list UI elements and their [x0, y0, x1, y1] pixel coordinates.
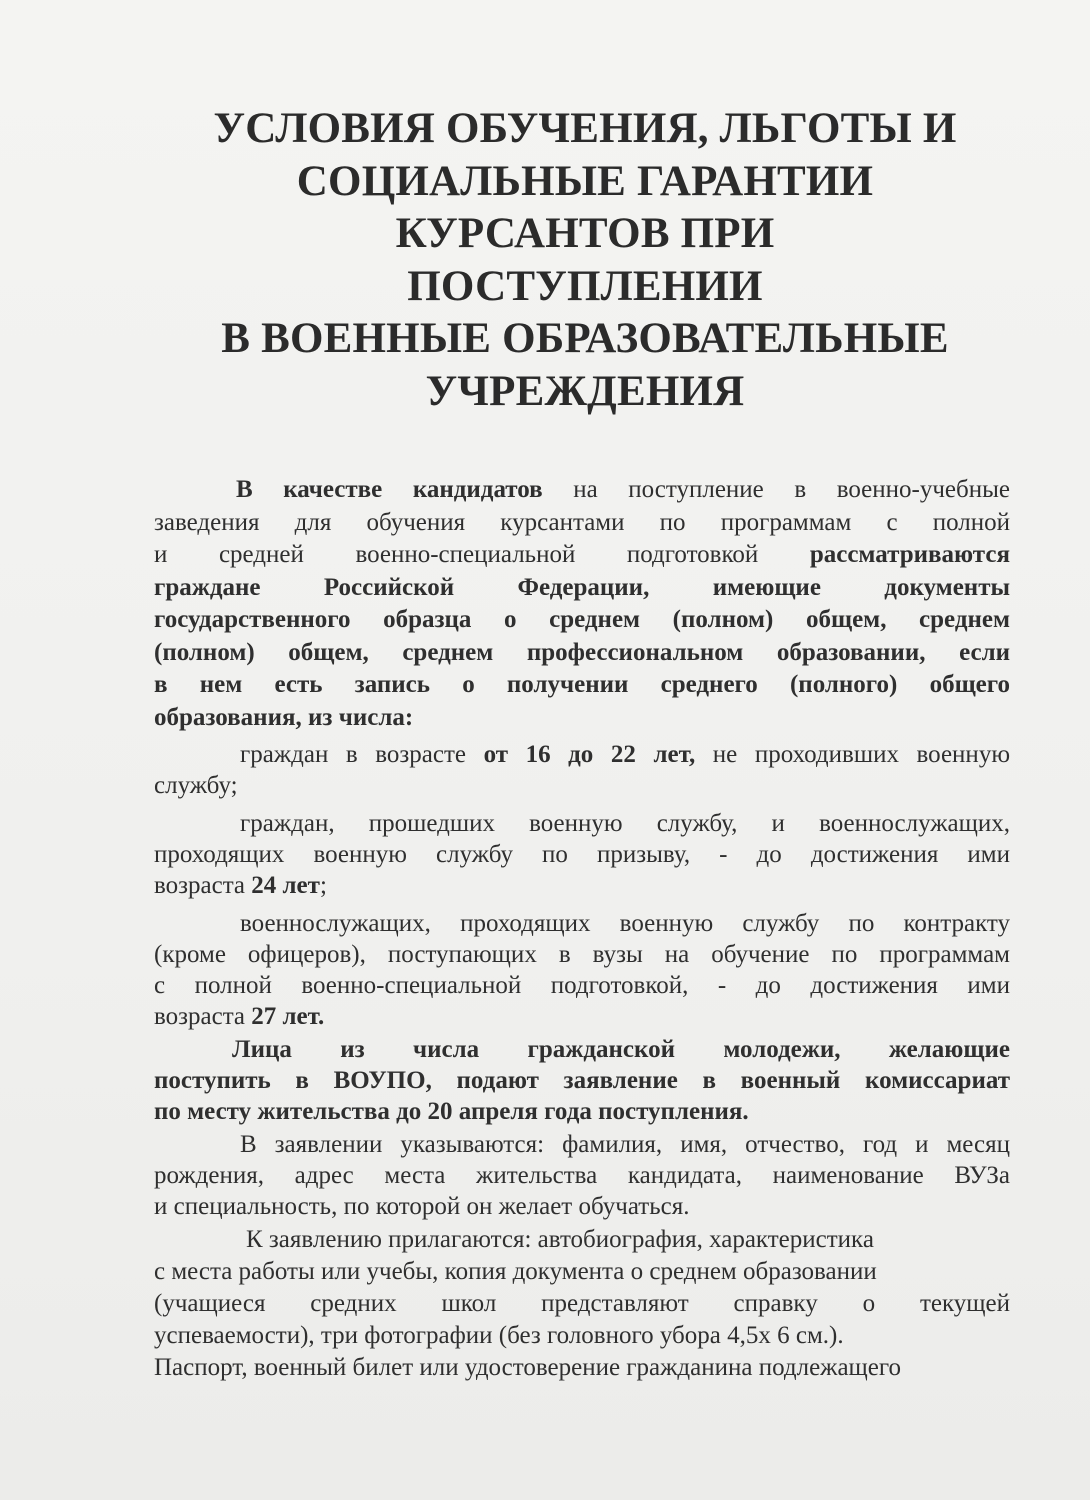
bold-text: 24 лет	[251, 872, 320, 899]
paragraph-candidates	[154, 474, 1010, 734]
text-line: (кроме офицеров), поступающих в вузы на обучение по программам	[154, 941, 1010, 968]
text-line: Лица из числа гражданской молодежи, желающие	[232, 1036, 1010, 1063]
document-title	[150, 103, 1020, 418]
list-item-age-27	[154, 908, 1010, 1032]
text-line: службу;	[154, 772, 238, 799]
text-line: и специальность, по которой он желает обучаться.	[154, 1193, 690, 1220]
bold-text: рассматриваются	[809, 541, 1010, 568]
bold-text: В качестве кандидатов	[236, 476, 543, 503]
list-item-age-24	[154, 808, 1010, 901]
text-line: военнослужащих, проходящих военную службу по контракту	[240, 910, 1010, 937]
text-line: граждане Российской Федерации, имеющие документы	[154, 573, 1010, 601]
bold-text: от 16 до 22 лет,	[483, 741, 696, 768]
title-line: СОЦИАЛЬНЫЕ ГАРАНТИИ	[296, 157, 874, 205]
title-line: ПОСТУПЛЕНИИ	[407, 262, 763, 310]
list-item-age-16-22	[154, 739, 1010, 801]
text-line: в нем есть запись о получении среднего (полного) общего	[154, 671, 1010, 698]
text-line: с полной военно-специальной подготовкой, - до достижения ими	[154, 972, 1010, 999]
paragraph-attachments	[154, 1224, 1010, 1384]
text-run: возраста	[154, 1003, 252, 1030]
text-line: по месту жительства до 20 апреля года поступления.	[154, 1098, 749, 1125]
text-line: поступить в ВОУПО, подают заявление в военный комиссариат	[154, 1067, 1010, 1094]
text-line: рождения, адрес места жительства кандидата, наименование ВУЗа	[154, 1162, 1010, 1189]
paragraph-application-deadline	[154, 1034, 1010, 1127]
title-line: В ВОЕННЫЕ ОБРАЗОВАТЕЛЬНЫЕ	[221, 315, 949, 362]
text-run: граждан в возрасте	[240, 741, 484, 768]
title-line: УЧРЕЖДЕНИЯ	[425, 367, 745, 415]
text-line: проходящих военную службу по призыву, - до достижения ими	[154, 841, 1010, 868]
title-line: КУРСАНТОВ ПРИ	[395, 210, 775, 257]
document-body	[154, 474, 1010, 1384]
text-run: на поступление в военно-учебные	[542, 476, 1010, 503]
text-line: К заявлению прилагаются: автобиография, характеристика	[246, 1226, 874, 1253]
paragraph-application-contents	[154, 1129, 1010, 1222]
text-run: возраста	[154, 872, 252, 899]
text-line: (учащиеся средних школ представляют справку о текущей	[154, 1290, 1010, 1317]
text-line: с места работы или учебы, копия документа о среднем образовании	[154, 1258, 877, 1285]
text-line: Паспорт, военный билет или удостоверение гражданина подлежащего	[154, 1354, 902, 1381]
title-line: УСЛОВИЯ ОБУЧЕНИЯ, ЛЬГОТЫ И	[213, 105, 957, 152]
text-line: граждан, прошедших военную службу, и военнослужащих,	[240, 810, 1010, 837]
text-run: ;	[319, 872, 327, 899]
text-line: (полном) общем, среднем профессиональном образовании, если	[154, 638, 1010, 666]
text-line: заведения для обучения курсантами по программам с полной	[154, 508, 1010, 536]
text-run: и средней военно-специальной подготовкой	[154, 541, 810, 568]
text-line: государственного образца о среднем (полном) общем, среднем	[154, 606, 1010, 633]
text-run: не проходивших военную	[695, 741, 1010, 768]
text-line: успеваемости), три фотографии (без головного убора 4,5х 6 см.).	[154, 1322, 844, 1349]
text-line: образования, из числа:	[154, 703, 414, 731]
bold-text: 27 лет.	[251, 1003, 325, 1030]
text-line: В заявлении указываются: фамилия, имя, отчество, год и месяц	[240, 1131, 1010, 1158]
